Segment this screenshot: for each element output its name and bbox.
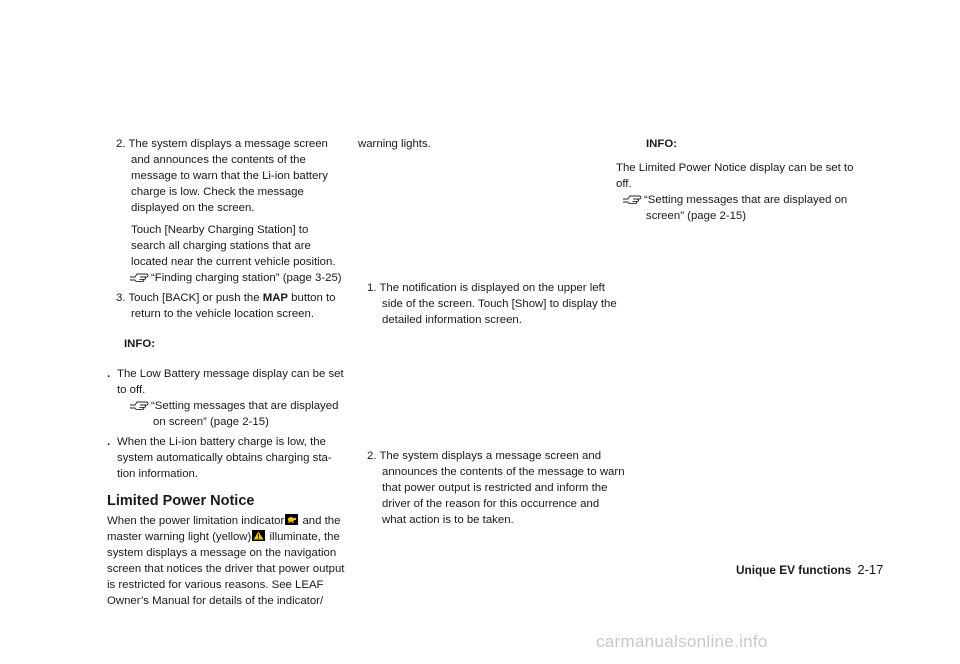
reference-setting-messages: “Setting messages that are displayed on screen” (page 2-15) <box>107 398 345 430</box>
column-2 <box>358 136 625 526</box>
pointing-hand-icon <box>622 192 642 204</box>
info-heading: INFO: <box>646 138 678 150</box>
limited-power-off-text: The Limited Power Notice display can be set to off. <box>616 162 854 190</box>
page-number: 2-17 <box>857 562 884 577</box>
continuation-text: warning lights. <box>358 138 431 150</box>
column-1 <box>107 136 345 609</box>
step-2-continuation: Touch [Nearby Charging Station] to search all charging stations that are located near the current vehicle position. <box>131 224 336 268</box>
pointing-hand-icon <box>129 270 149 282</box>
bullet-low-battery-off: . The Low Battery message display can be set to off. <box>107 368 344 396</box>
reference-setting-messages: “Setting messages that are displayed on screen” (page 2-15) <box>616 192 856 224</box>
pointing-hand-icon <box>129 398 149 410</box>
step-1-notification: 1. The notification is displayed on the upper left side of the screen. Touch [Show] to display the detailed information screen. <box>367 282 617 326</box>
watermark: carmanualsonline.info <box>596 632 768 651</box>
reference-finding-charging-station: “Finding charging station” (page 3-25) <box>107 270 345 286</box>
step-3-back: 3. Touch [BACK] or push the MAP button to return to the vehicle location screen. <box>116 292 336 320</box>
step-2-low-battery: 2. The system displays a message screen and announces the contents of the message to warn that the Li-ion battery charge is low. Check the message displayed on the screen. <box>116 138 328 214</box>
column-3 <box>616 136 856 224</box>
info-heading: INFO: <box>124 338 156 350</box>
turtle-indicator-icon <box>285 514 298 525</box>
warning-triangle-icon <box>252 530 265 541</box>
step-2-power-restricted: 2. The system displays a message screen and announces the contents of the message to warn that power output is restricted and inform the driver of the reason for this occurrence and what action is to be taken. <box>367 450 625 526</box>
bullet-auto-obtain: . When the Li-ion battery charge is low, the system automatically obtains charging sta-tion information. <box>107 436 332 480</box>
section-title: Limited Power Notice <box>107 493 255 509</box>
section-name: Unique EV functions <box>736 563 852 577</box>
limited-power-paragraph: When the power limitation indicator and the master warning light (yellow) illuminate, the system displays a message on the navigation screen that notices the driver that power output is restricted for various reasons. See LEAF Owner’s Manual for details of the indicator/ <box>107 515 345 607</box>
page-footer <box>736 562 883 577</box>
